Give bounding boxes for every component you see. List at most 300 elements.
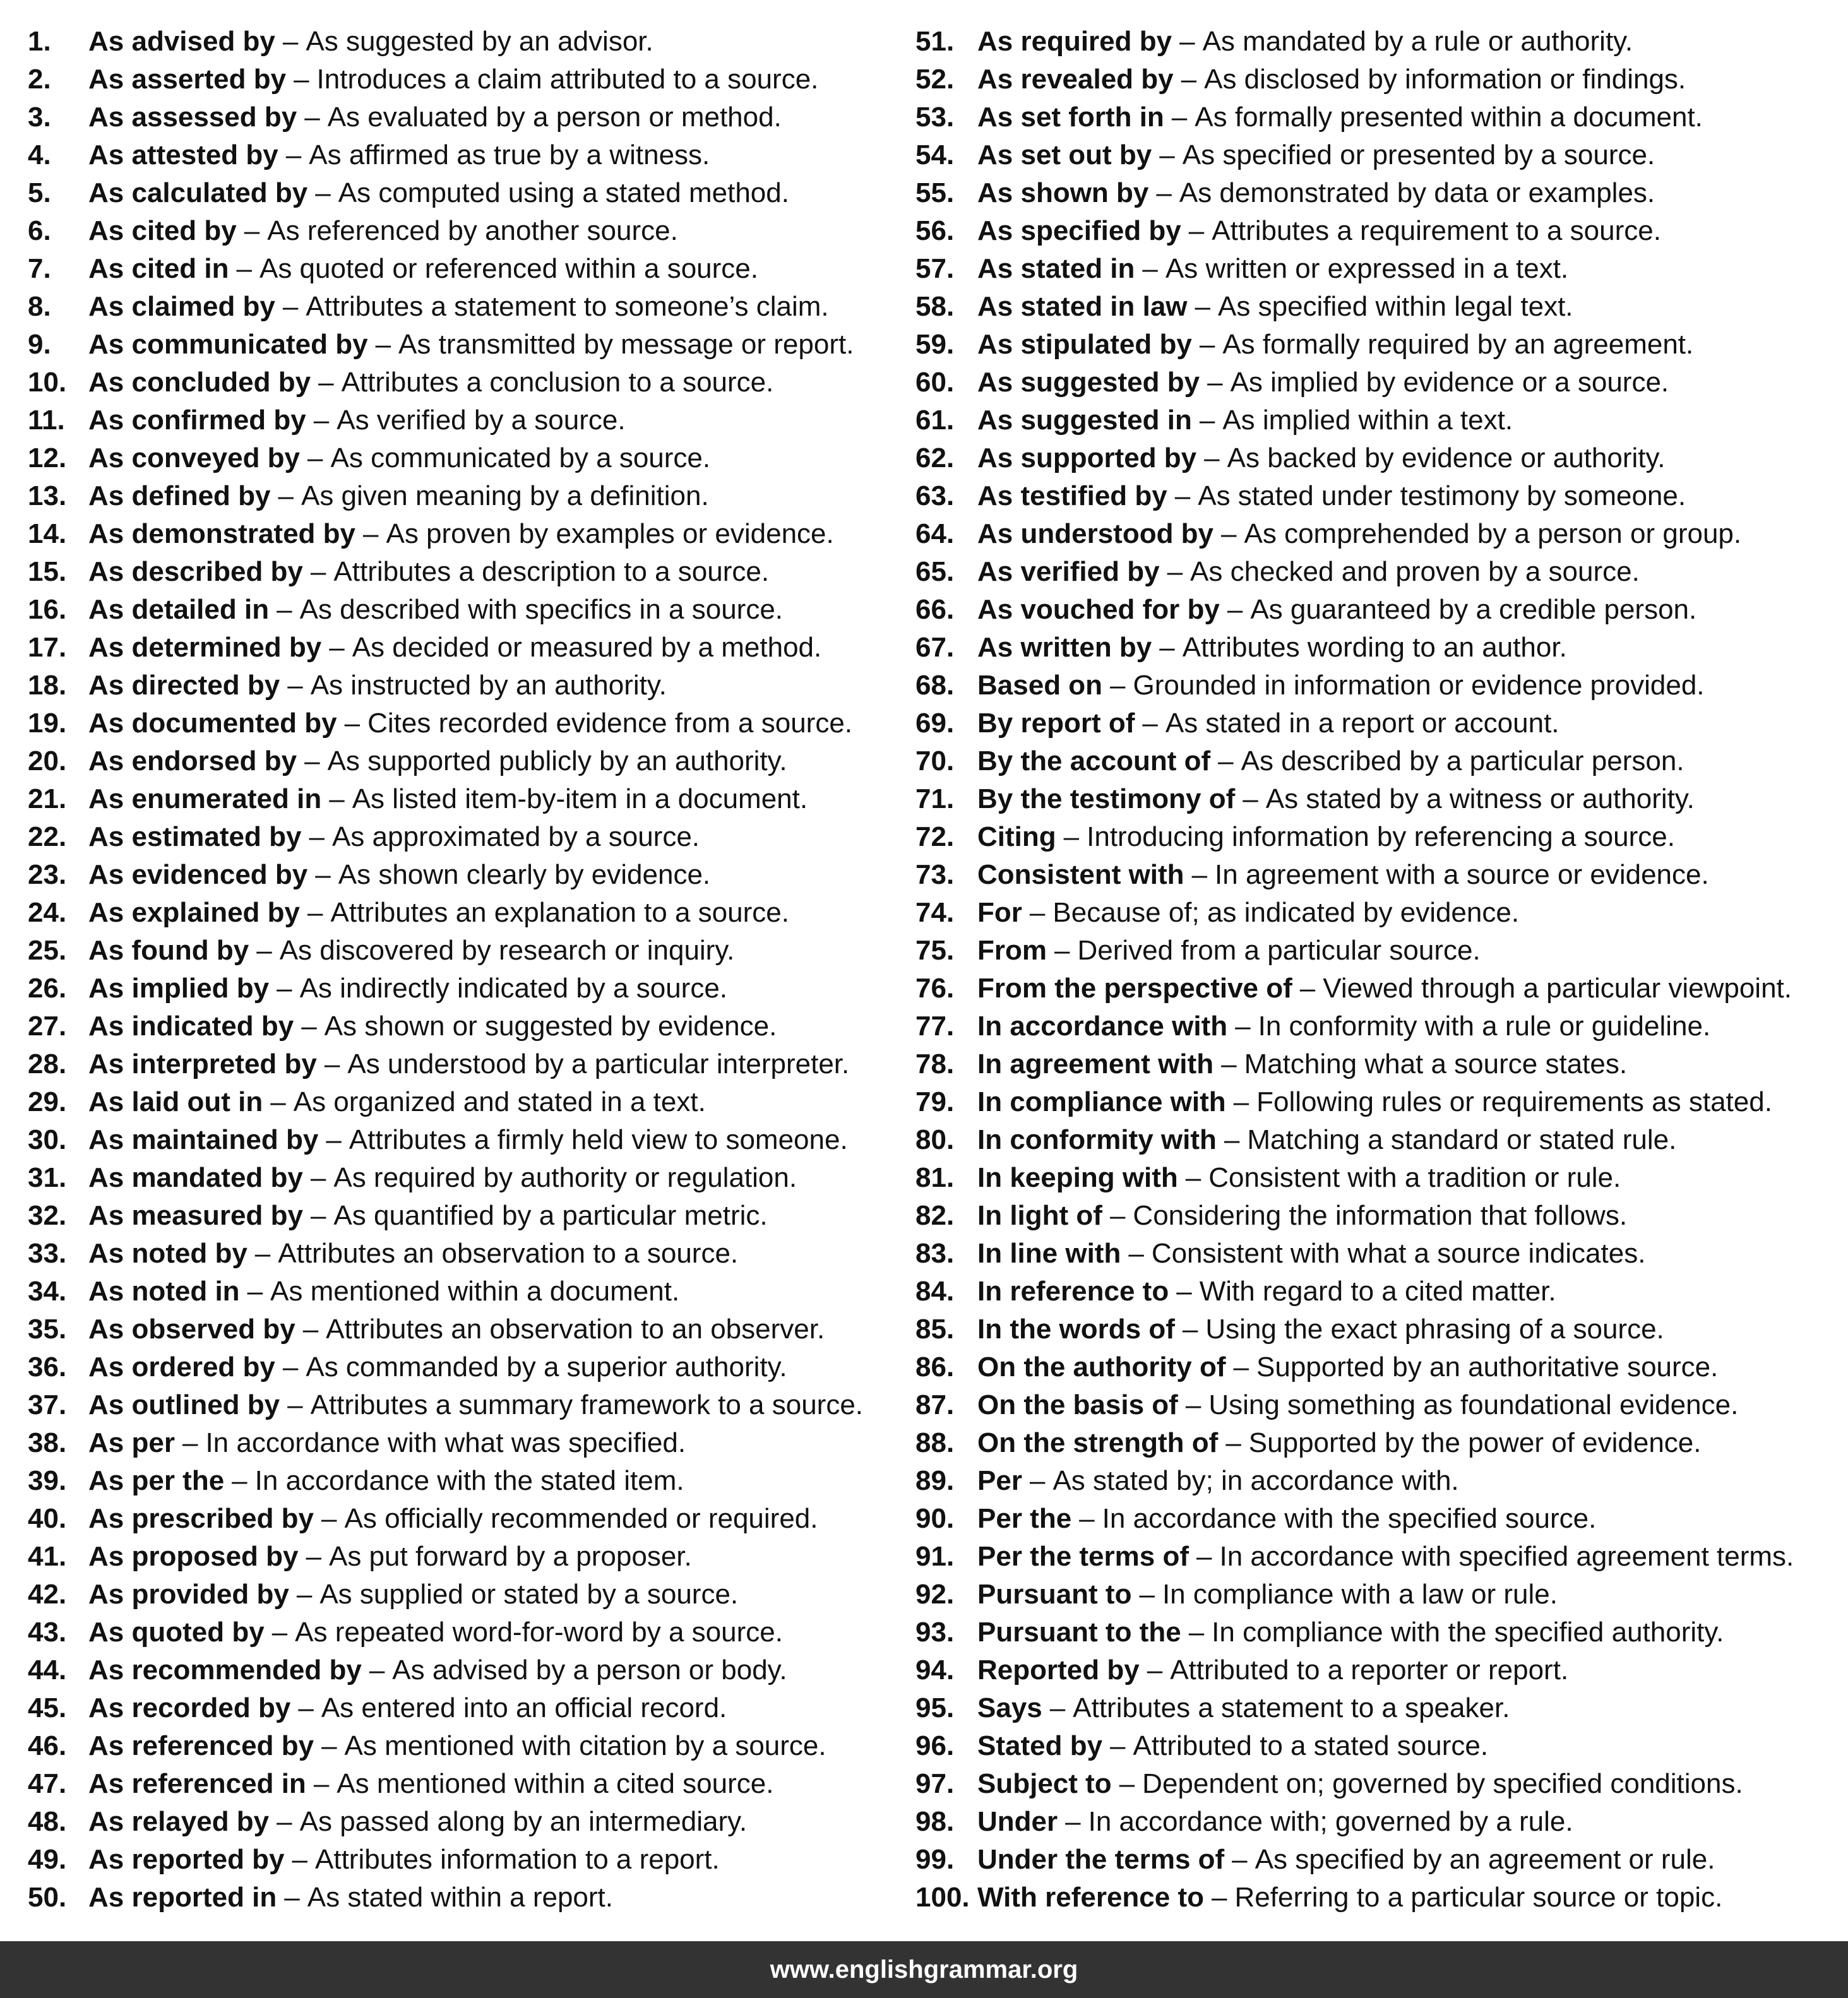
item-term: As endorsed by — [88, 746, 297, 776]
item-dash: – — [298, 1692, 314, 1723]
item-dash: – — [285, 140, 302, 170]
item-term: As relayed by — [88, 1806, 270, 1837]
item-number: 28. — [28, 1049, 67, 1079]
item-term: As suggested in — [977, 405, 1192, 436]
list-item — [28, 1311, 912, 1348]
item-dash: – — [282, 291, 299, 322]
item-definition: As passed along by an intermediary. — [299, 1806, 748, 1837]
item-definition: As shown or suggested by evidence. — [324, 1011, 777, 1042]
item-dash: – — [278, 480, 294, 511]
item-definition: As evaluated by a person or method. — [327, 102, 782, 133]
item-definition: Because of; as indicated by evidence. — [1052, 897, 1520, 928]
item-number: 9. — [28, 329, 51, 360]
list-item — [915, 856, 1837, 894]
item-number: 67. — [915, 632, 955, 663]
item-number: 19. — [28, 708, 67, 739]
item-term: As estimated by — [88, 821, 302, 852]
item-number: 54. — [915, 140, 955, 170]
item-number: 33. — [28, 1238, 67, 1269]
item-number: 37. — [28, 1389, 67, 1420]
item-number: 26. — [28, 973, 67, 1004]
item-definition: Attributes information to a report. — [315, 1844, 720, 1875]
item-number: 7. — [28, 253, 51, 284]
footer-bar — [0, 1941, 1848, 1998]
item-number: 73. — [915, 859, 955, 890]
item-number: 41. — [28, 1541, 67, 1572]
list-item — [28, 1500, 912, 1538]
item-definition: As understood by a particular interpreter. — [347, 1049, 850, 1079]
item-dash: – — [315, 859, 331, 890]
list-item — [915, 1386, 1837, 1424]
list-item — [915, 629, 1837, 667]
item-definition: With regard to a cited matter. — [1199, 1276, 1556, 1307]
item-number: 77. — [915, 1011, 955, 1042]
item-definition: Attributed to a reporter or report. — [1170, 1655, 1569, 1686]
item-term: Pursuant to — [977, 1579, 1132, 1610]
item-term: Reported by — [977, 1655, 1140, 1686]
item-number: 11. — [28, 405, 65, 436]
item-term: As stated in — [977, 253, 1135, 284]
item-dash: – — [1207, 367, 1223, 398]
list-item — [28, 1841, 912, 1879]
item-dash: – — [302, 1314, 319, 1345]
item-number: 16. — [28, 594, 67, 625]
list-item — [915, 401, 1837, 439]
list-item — [915, 1614, 1837, 1651]
item-number: 99. — [915, 1844, 955, 1875]
item-dash: – — [292, 1844, 307, 1875]
item-number: 92. — [915, 1579, 955, 1610]
list-item — [28, 1235, 912, 1273]
list-item — [915, 1727, 1837, 1765]
list-item — [28, 515, 912, 553]
item-dash: – — [1227, 594, 1243, 625]
item-dash: – — [304, 102, 320, 133]
item-number: 46. — [28, 1730, 67, 1761]
item-number: 87. — [915, 1389, 955, 1420]
item-dash: – — [287, 670, 303, 701]
item-number: 5. — [28, 177, 51, 208]
item-number: 58. — [915, 291, 955, 322]
item-term: Under — [977, 1806, 1058, 1837]
item-definition: As organized and stated in a text. — [293, 1086, 706, 1117]
item-term: In light of — [977, 1200, 1102, 1231]
list-item — [915, 1462, 1837, 1500]
item-definition: Introducing information by referencing a source. — [1087, 821, 1675, 852]
item-term: Per — [977, 1465, 1022, 1496]
item-definition: Attributes a description to a source. — [333, 556, 770, 587]
item-number: 18. — [28, 670, 67, 701]
item-definition: As specified or presented by a source. — [1182, 140, 1655, 170]
item-dash: – — [1191, 859, 1208, 890]
item-term: As referenced by — [88, 1730, 314, 1761]
item-term: As stipulated by — [977, 329, 1192, 360]
list-item — [28, 1727, 912, 1765]
list-item — [915, 439, 1837, 477]
item-number: 64. — [915, 518, 955, 549]
item-number: 93. — [915, 1617, 955, 1648]
item-term: As testified by — [977, 480, 1167, 511]
item-term: As quoted by — [88, 1617, 265, 1648]
list-item — [28, 818, 912, 856]
item-definition: As formally required by an agreement. — [1222, 329, 1694, 360]
item-number: 12. — [28, 443, 67, 473]
item-number: 75. — [915, 935, 955, 966]
item-dash: – — [369, 1655, 385, 1686]
item-term: Pursuant to the — [977, 1617, 1181, 1648]
item-definition: Attributes a summary framework to a source. — [310, 1389, 864, 1420]
item-definition: As given meaning by a definition. — [301, 480, 709, 511]
item-dash: – — [1185, 1162, 1201, 1193]
list-item — [28, 591, 912, 629]
list-item — [28, 250, 912, 288]
list-item — [28, 1159, 912, 1197]
item-term: As observed by — [88, 1314, 295, 1345]
item-term: As supported by — [977, 443, 1197, 473]
item-definition: Supported by the power of evidence. — [1248, 1427, 1702, 1458]
item-term: As suggested by — [977, 367, 1200, 398]
item-number: 90. — [915, 1503, 955, 1534]
list-item — [915, 1235, 1837, 1273]
list-item — [915, 1689, 1837, 1727]
item-number: 65. — [915, 556, 955, 587]
item-term: As specified by — [977, 215, 1181, 246]
item-dash: – — [1204, 443, 1220, 473]
list-item — [915, 1121, 1837, 1159]
list-item — [28, 932, 912, 970]
item-dash: – — [318, 367, 334, 398]
item-definition: Viewed through a particular viewpoint. — [1323, 973, 1792, 1004]
item-number: 48. — [28, 1806, 67, 1837]
item-definition: As implied by evidence or a source. — [1230, 367, 1669, 398]
item-definition: As stated within a report. — [307, 1882, 614, 1913]
item-term: In the words of — [977, 1314, 1175, 1345]
item-number: 3. — [28, 102, 51, 133]
item-dash: – — [315, 177, 331, 208]
item-term: As noted in — [88, 1276, 240, 1307]
item-dash: – — [1199, 329, 1215, 360]
list-item — [915, 894, 1837, 932]
item-number: 85. — [915, 1314, 955, 1345]
item-definition: As proven by examples or evidence. — [386, 518, 834, 549]
item-term: As set out by — [977, 140, 1152, 170]
list-item — [915, 1045, 1837, 1083]
list-item — [915, 326, 1837, 364]
item-number: 82. — [915, 1200, 955, 1231]
item-number: 56. — [915, 215, 955, 246]
item-number: 44. — [28, 1655, 67, 1686]
item-definition: Supported by an authoritative source. — [1256, 1352, 1719, 1383]
item-dash: – — [271, 1617, 288, 1648]
list-item — [28, 1462, 912, 1500]
item-term: Stated by — [977, 1730, 1103, 1761]
item-dash: – — [313, 1768, 330, 1799]
item-term: As outlined by — [88, 1389, 280, 1420]
item-dash: – — [282, 1352, 299, 1383]
list-item — [915, 250, 1837, 288]
item-definition: As backed by evidence or authority. — [1227, 443, 1666, 473]
item-dash: – — [1196, 1541, 1212, 1572]
item-term: As communicated by — [88, 329, 368, 360]
item-definition: As repeated word-for-word by a source. — [295, 1617, 783, 1648]
item-number: 6. — [28, 215, 51, 246]
item-term: As attested by — [88, 140, 278, 170]
item-term: On the strength of — [977, 1427, 1219, 1458]
list-item — [28, 1045, 912, 1083]
item-definition: As quantified by a particular metric. — [333, 1200, 768, 1231]
list-item — [28, 136, 912, 174]
list-item — [915, 136, 1837, 174]
item-dash: – — [1218, 746, 1234, 776]
item-dash: – — [232, 1465, 247, 1496]
item-definition: As put forward by a proposer. — [328, 1541, 692, 1572]
footer-url[interactable]: www.englishgrammar.org — [770, 1955, 1078, 1983]
item-term: As mandated by — [88, 1162, 303, 1193]
item-number: 57. — [915, 253, 955, 284]
list-item — [915, 515, 1837, 553]
item-definition: As stated under testimony by someone. — [1198, 480, 1686, 511]
item-term: As interpreted by — [88, 1049, 317, 1079]
item-number: 42. — [28, 1579, 67, 1610]
item-term: As claimed by — [88, 291, 275, 322]
list-item — [28, 1386, 912, 1424]
list-item — [915, 23, 1837, 61]
list-item — [28, 1689, 912, 1727]
list-item — [28, 477, 912, 515]
item-dash: – — [282, 26, 299, 57]
list-item — [915, 1311, 1837, 1348]
list-item — [28, 401, 912, 439]
item-definition: As verified by a source. — [337, 405, 626, 436]
item-definition: Introduces a claim attributed to a source. — [316, 64, 819, 95]
item-term: As evidenced by — [88, 859, 308, 890]
item-number: 22. — [28, 821, 67, 852]
item-number: 83. — [915, 1238, 955, 1269]
item-term: Based on — [977, 670, 1103, 701]
list-item — [915, 212, 1837, 250]
list-item — [915, 1765, 1837, 1803]
item-term: As prescribed by — [88, 1503, 314, 1534]
item-dash: – — [1195, 291, 1211, 322]
item-definition: As stated by a witness or authority. — [1265, 783, 1695, 814]
item-definition: As supplied or stated by a source. — [319, 1579, 739, 1610]
list-item — [28, 742, 912, 780]
item-term: On the authority of — [977, 1352, 1226, 1383]
item-dash: – — [1054, 935, 1070, 966]
list-column-right — [915, 23, 1837, 1917]
item-definition: In accordance with the stated item. — [254, 1465, 684, 1496]
item-term: Under the terms of — [977, 1844, 1225, 1875]
list-item — [915, 1879, 1837, 1917]
item-dash: – — [310, 1162, 326, 1193]
item-term: As demonstrated by — [88, 518, 355, 549]
item-dash: – — [254, 1238, 271, 1269]
item-definition: As required by authority or regulation. — [333, 1162, 797, 1193]
item-definition: As guaranteed by a credible person. — [1250, 594, 1697, 625]
item-term: For — [977, 897, 1022, 928]
item-dash: – — [1119, 1768, 1135, 1799]
item-definition: As written or expressed in a text. — [1165, 253, 1569, 284]
list-item — [915, 1159, 1837, 1197]
item-definition: In agreement with a source or evidence. — [1215, 859, 1709, 890]
item-number: 43. — [28, 1617, 67, 1648]
list-item — [915, 553, 1837, 591]
list-item — [915, 174, 1837, 212]
item-definition: In accordance with what was specified. — [205, 1427, 686, 1458]
item-definition: As computed using a stated method. — [338, 177, 789, 208]
list-column-left — [28, 23, 912, 1917]
list-item — [915, 1841, 1837, 1879]
item-number: 96. — [915, 1730, 955, 1761]
item-term: By the account of — [977, 746, 1211, 776]
list-item — [915, 932, 1837, 970]
item-number: 15. — [28, 556, 67, 587]
item-term: As advised by — [88, 26, 275, 57]
item-dash: – — [1232, 1844, 1248, 1875]
item-dash: – — [1243, 783, 1258, 814]
item-dash: – — [1188, 1617, 1205, 1648]
item-term: As provided by — [88, 1579, 289, 1610]
item-definition: Derived from a particular source. — [1077, 935, 1481, 966]
item-term: As required by — [977, 26, 1172, 57]
item-term: As concluded by — [88, 367, 311, 398]
list-item — [915, 1424, 1837, 1462]
list-item — [915, 780, 1837, 818]
item-dash: – — [1185, 1389, 1201, 1420]
item-number: 86. — [915, 1352, 955, 1383]
item-term: As defined by — [88, 480, 271, 511]
item-number: 78. — [915, 1049, 955, 1079]
item-number: 30. — [28, 1124, 67, 1155]
list-item — [915, 705, 1837, 742]
list-item — [28, 439, 912, 477]
item-dash: – — [329, 783, 345, 814]
item-term: As per — [88, 1427, 175, 1458]
item-definition: As decided or measured by a method. — [352, 632, 822, 663]
item-dash: – — [1182, 1314, 1198, 1345]
item-term: As conveyed by — [88, 443, 301, 473]
list-item — [28, 705, 912, 742]
item-dash: – — [1199, 405, 1215, 436]
item-number: 50. — [28, 1882, 67, 1913]
item-definition: Considering the information that follows. — [1133, 1200, 1628, 1231]
list-item — [28, 23, 912, 61]
item-number: 51. — [915, 26, 955, 57]
list-item — [28, 1083, 912, 1121]
item-definition: As disclosed by information or findings. — [1204, 64, 1686, 95]
item-dash: – — [1110, 670, 1126, 701]
item-term: As set forth in — [977, 102, 1164, 133]
item-number: 98. — [915, 1806, 955, 1837]
item-number: 35. — [28, 1314, 67, 1345]
item-definition: Attributes a statement to someone’s claim. — [306, 291, 829, 322]
item-number: 36. — [28, 1352, 67, 1383]
list-item — [28, 970, 912, 1008]
list-item — [28, 1803, 912, 1841]
item-number: 29. — [28, 1086, 67, 1117]
item-dash: – — [1174, 480, 1191, 511]
item-term: As asserted by — [88, 64, 287, 95]
item-number: 53. — [915, 102, 955, 133]
item-term: As revealed by — [977, 64, 1174, 95]
item-dash: – — [310, 1200, 326, 1231]
item-dash: – — [1142, 708, 1158, 739]
item-dash: – — [321, 1503, 337, 1534]
list-item — [915, 1348, 1837, 1386]
item-dash: – — [236, 253, 252, 284]
item-definition: Dependent on; governed by specified conditions. — [1142, 1768, 1743, 1799]
item-number: 89. — [915, 1465, 955, 1496]
item-term: As stated in law — [977, 291, 1188, 322]
item-dash: – — [1063, 821, 1080, 852]
item-definition: As commanded by a superior authority. — [306, 1352, 787, 1383]
item-dash: – — [307, 897, 323, 928]
item-dash: – — [247, 1276, 263, 1307]
item-definition: Grounded in information or evidence provided. — [1133, 670, 1705, 701]
item-number: 14. — [28, 518, 67, 549]
list-item — [915, 1538, 1837, 1576]
item-term: As ordered by — [88, 1352, 275, 1383]
item-dash: – — [1142, 253, 1158, 284]
list-item — [915, 98, 1837, 136]
item-definition: Matching a standard or stated rule. — [1247, 1124, 1677, 1155]
list-item — [28, 212, 912, 250]
item-number: 70. — [915, 746, 955, 776]
item-definition: Attributes a statement to a speaker. — [1073, 1692, 1510, 1723]
item-term: By the testimony of — [977, 783, 1236, 814]
item-definition: Following rules or requirements as stated. — [1256, 1086, 1772, 1117]
item-definition: As quoted or referenced within a source. — [259, 253, 758, 284]
list-item — [28, 61, 912, 98]
item-dash: – — [375, 329, 391, 360]
item-term: As confirmed by — [88, 405, 306, 436]
item-term: As cited in — [88, 253, 229, 284]
item-number: 24. — [28, 897, 67, 928]
item-definition: In compliance with a law or rule. — [1162, 1579, 1558, 1610]
item-dash: – — [1128, 1238, 1144, 1269]
item-dash: – — [307, 443, 323, 473]
list-item — [28, 1348, 912, 1386]
item-dash: – — [1179, 26, 1195, 57]
item-definition: In accordance with the specified source. — [1102, 1503, 1597, 1534]
item-number: 80. — [915, 1124, 955, 1155]
item-number: 59. — [915, 329, 955, 360]
item-definition: Attributes a requirement to a source. — [1212, 215, 1661, 246]
list-item — [28, 553, 912, 591]
item-number: 72. — [915, 821, 955, 852]
list-item — [28, 364, 912, 401]
item-dash: – — [362, 518, 379, 549]
item-term: As written by — [977, 632, 1152, 663]
item-term: Per the terms of — [977, 1541, 1189, 1572]
item-definition: Referring to a particular source or topic. — [1234, 1882, 1723, 1913]
item-dash: – — [244, 215, 260, 246]
item-number: 88. — [915, 1427, 955, 1458]
item-dash: – — [324, 1049, 340, 1079]
item-dash: – — [1188, 215, 1205, 246]
item-number: 66. — [915, 594, 955, 625]
item-dash: – — [277, 973, 292, 1004]
item-number: 47. — [28, 1768, 67, 1799]
item-definition: As supported publicly by an authority. — [327, 746, 787, 776]
item-number: 10. — [28, 367, 67, 398]
item-dash: – — [1233, 1352, 1249, 1383]
item-term: As recorded by — [88, 1692, 291, 1723]
item-number: 68. — [915, 670, 955, 701]
item-definition: As demonstrated by data or examples. — [1179, 177, 1655, 208]
item-dash: – — [1029, 897, 1046, 928]
item-dash: – — [1110, 1730, 1126, 1761]
